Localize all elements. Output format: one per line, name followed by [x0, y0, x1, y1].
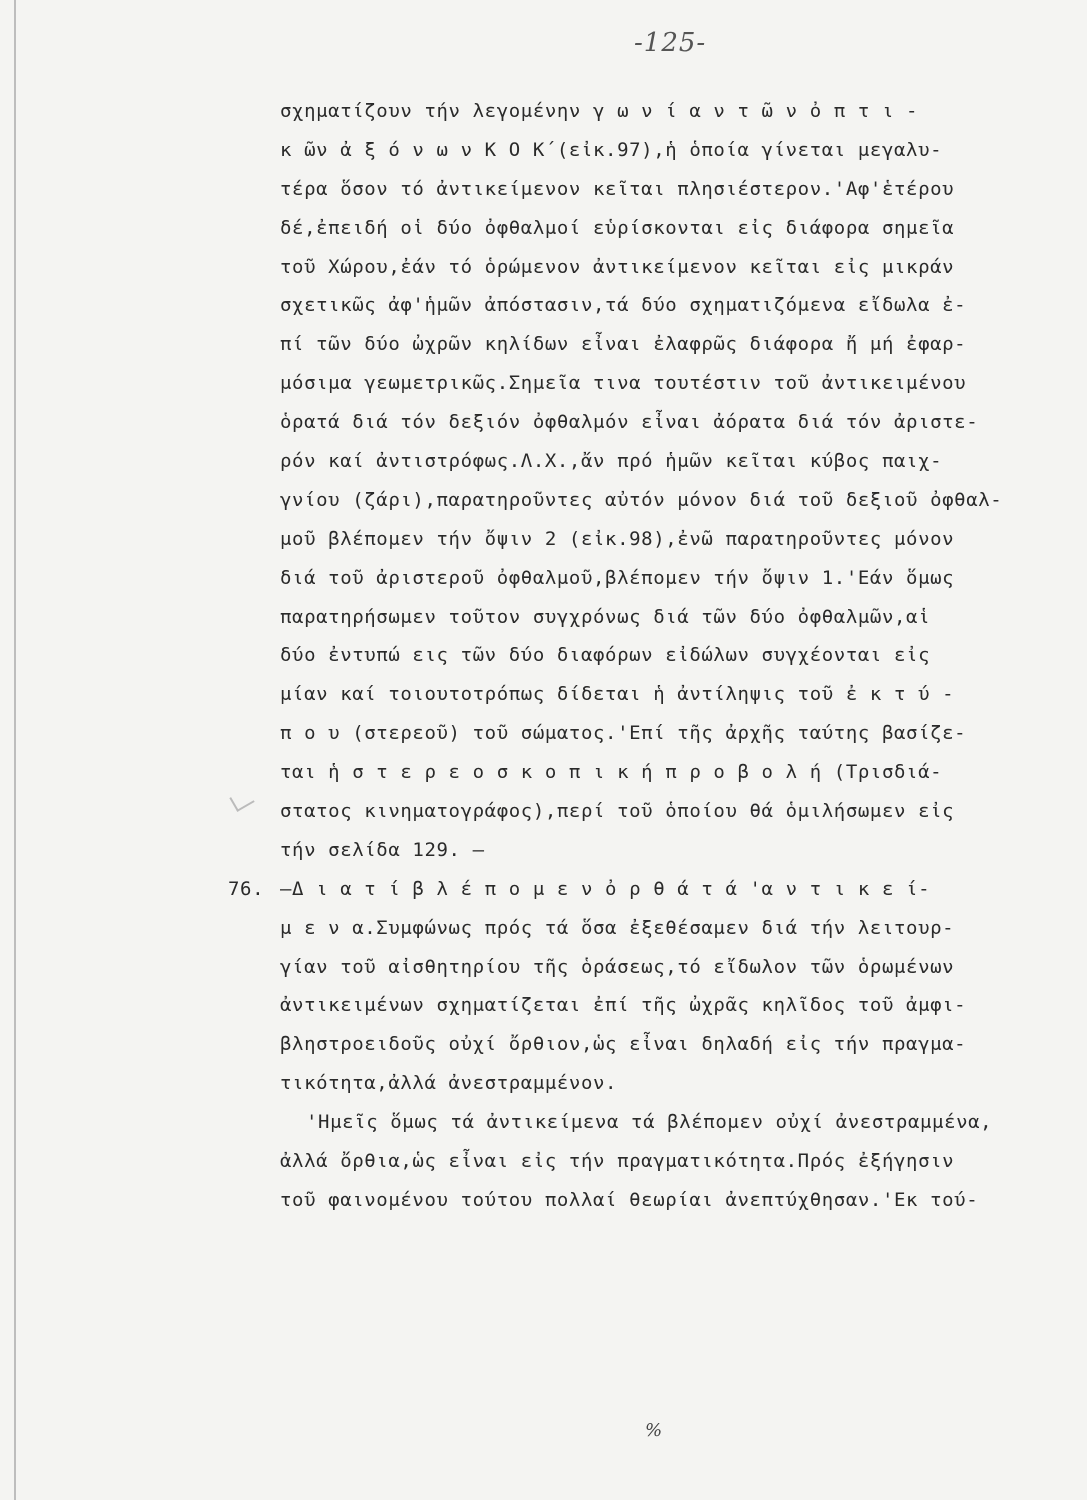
- text-line: ἀλλά ὄρθια,ὡς εἶναι εἰς τήν πραγματικότητα.Πρός ἐξήγησιν: [280, 1150, 955, 1173]
- text-line: γνίου (ζάρι),παρατηροῦντες αὐτόν μόνον διά τοῦ δεξιοῦ ὀφθαλ-: [280, 488, 1003, 511]
- text-line: γίαν τοῦ αἰσθητηρίου τῆς ὁράσεως,τό εἴδωλον τῶν ὁρωμένων: [280, 955, 955, 978]
- section-heading-line: [228, 870, 1070, 909]
- text-line: μ ε ν α.Συμφώνως πρός τά ὅσα ἐξεθέσαμεν διά τήν λειτουρ-: [280, 916, 955, 939]
- page-edge-line: [14, 0, 16, 1500]
- text-line: βληστροειδοῦς οὐχί ὄρθιον,ὡς εἶναι δηλαδή εἰς τήν πραγμα-: [280, 1033, 967, 1056]
- text-line: τικότητα,ἀλλά ἀνεστραμμένον.: [280, 1072, 618, 1095]
- text-line: ται ἡ σ τ ε ρ ε ο σ κ ο π ι κ ή π ρ ο β ο λ ή (Τρισδιά-: [280, 761, 943, 784]
- text-line: διά τοῦ ἀριστεροῦ ὀφθαλμοῦ,βλέπομεν τήν ὄψιν 1.'Εάν ὅμως: [280, 566, 955, 589]
- text-line: ρόν καί ἀντιστρόφως.Λ.Χ.,ἄν πρό ἡμῶν κεῖται κύβος παιχ-: [280, 450, 943, 473]
- text-line: μόσιμα γεωμετρικῶς.Σημεῖα τινα τουτέστιν τοῦ ἀντικειμένου: [280, 372, 967, 395]
- section-number: 76.: [228, 877, 265, 900]
- text-line: παρατηρήσωμεν τοῦτον συγχρόνως διά τῶν δύο ὀφθαλμῶν,αἱ: [280, 605, 931, 628]
- text-line: ἀντικειμένων σχηματίζεται ἐπί τῆς ὠχρᾶς κηλῖδος τοῦ ἀμφι-: [280, 994, 967, 1017]
- text-line: τοῦ Χώρου,ἐάν τό ὁρώμενον ἀντικείμενον κεῖται εἰς μικράν: [280, 255, 955, 278]
- text-line: δέ,ἐπειδή οἱ δύο ὀφθαλμοί εὑρίσκονται εἰς διάφορα σημεῖα: [280, 216, 955, 239]
- text-line: στατος κινηματογράφος),περί τοῦ ὁποίου θά ὁμιλήσωμεν εἰς: [280, 800, 955, 823]
- text-line: σχηματίζουν τήν λεγομένην γ ω ν ί α ν τ ῶ ν ὀ π τ ι -: [280, 100, 919, 122]
- text-line: πί τῶν δύο ὠχρῶν κηλίδων εἶναι ἐλαφρῶς διάφορα ἤ μή ἐφαρ-: [280, 333, 967, 356]
- section-heading-text: –Δ ι α τ ί β λ έ π ο μ ε ν ὀ ρ θ ά τ ά 'α ν τ ι κ ε ί-: [280, 877, 931, 900]
- text-line: τήν σελίδα 129. –: [280, 838, 485, 861]
- text-line: μοῦ βλέπομεν τήν ὄψιν 2 (εἰκ.98),ἐνῶ παρατηροῦντες μόνον: [280, 527, 955, 550]
- page-number: -125-: [634, 28, 707, 58]
- text-line: τοῦ φαινομένου τούτου πολλαί θεωρίαι ἀνεπτύχθησαν.'Εκ τού-: [280, 1188, 979, 1211]
- text-line: σχετικῶς ἀφ'ἡμῶν ἀπόστασιν,τά δύο σχηματιζόμενα εἴδωλα ἐ-: [280, 294, 967, 317]
- text-line: 'Ημεῖς ὅμως τά ἀντικείμενα τά βλέπομεν οὐχί ἀνεστραμμένα,: [306, 1111, 993, 1134]
- document-body: [228, 92, 1070, 1220]
- text-line: κ ῶν ἀ ξ ό ν ω ν Κ Ο Κ΄(εἰκ.97),ἡ ὁποία γίνεται μεγαλυ-: [280, 138, 943, 161]
- text-line: τέρα ὅσον τό ἀντικείμενον κεῖται πλησιέστερον.'Αφ'ἑτέρου: [280, 177, 955, 200]
- text-line: ὁρατά διά τόν δεξιόν ὀφθαλμόν εἶναι ἀόρατα διά τόν ἀριστε-: [280, 411, 979, 434]
- text-line: δύο ἐντυπώ εις τῶν δύο διαφόρων εἰδώλων συγχέονται εἰς: [280, 644, 931, 667]
- margin-pencil-mark: [229, 788, 254, 812]
- text-line: π ο υ (στερεοῦ) τοῦ σώματος.'Επί τῆς ἀρχῆς ταύτης βασίζε-: [280, 722, 967, 745]
- text-line: μίαν καί τοιουτοτρόπως δίδεται ἡ ἀντίληψις τοῦ ἐ κ τ ύ -: [280, 683, 955, 706]
- bottom-handwritten-mark: %: [645, 1420, 663, 1441]
